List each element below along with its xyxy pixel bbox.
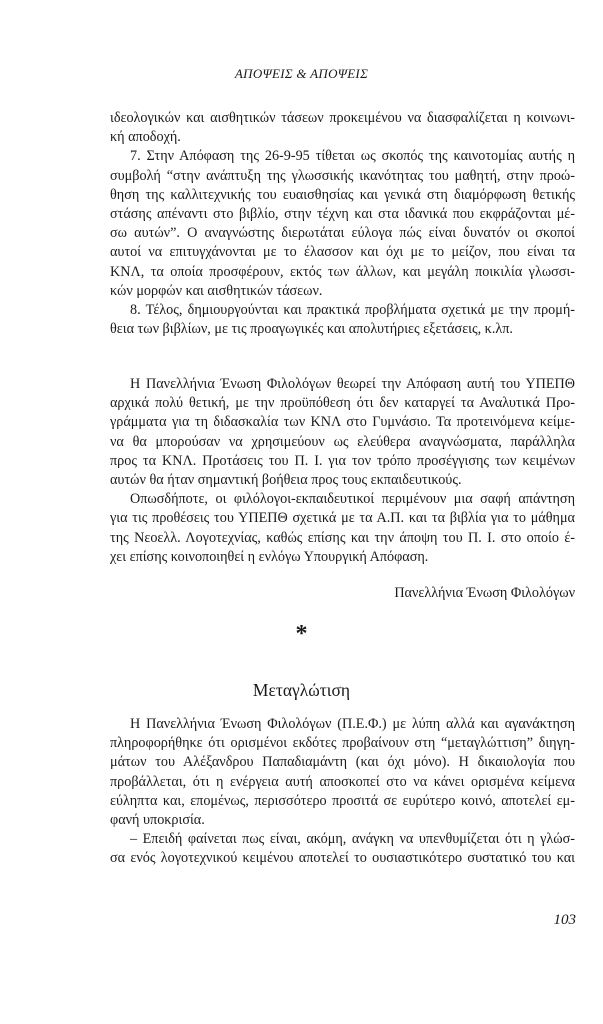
text-line: ιδεολογικών και αισθητικών τάσεων προκειμένου να διασφαλίζεται η κοινωνι- bbox=[110, 110, 575, 126]
text-line: προς τα ΚΝΛ. Προτάσεις του Π. Ι. για τον τρόπο προσέγγισης των κειμένων bbox=[110, 452, 575, 469]
text-line: προβάλλεται, ότι η ενέργεια αυτή αποσκοπεί στο να κάνει ορισμένα κείμενα bbox=[110, 773, 575, 790]
signature: Πανελλήνια Ένωση Φιλολόγων bbox=[394, 585, 575, 601]
text-line: αυτοί να επιτυγχάνονται με το έλασσον και όχι με το μείζον, που είναι τα bbox=[110, 244, 575, 261]
paragraph-block-2 bbox=[110, 375, 575, 567]
text-line: σω αυτών”. Ο αναγνώστης διερωτάται εύλογα πώς είναι δυνατόν οι σκοποί bbox=[110, 225, 575, 242]
paragraph-block-1 bbox=[110, 109, 575, 339]
text-line: Η Πανελλήνια Ένωση Φιλολόγων (Π.Ε.Φ.) με λύπη αλλά και αγανάκτηση bbox=[130, 716, 575, 732]
text-line: να θα μπορούσαν να χρησιμεύουν ως ελεύθερα αναγνώσματα, παράλληλα bbox=[110, 433, 575, 450]
text-line: θεια των βιβλίων, με τις προαγωγικές και απολυτήριες εξετάσεις, κ.λπ. bbox=[110, 321, 513, 338]
text-line: γράμματα για τη διδασκαλία των ΚΝΛ στο Γυμνάσιο. Τα προτεινόμενα κείμε- bbox=[110, 414, 575, 431]
running-head: ΑΠΟΨΕΙΣ & ΑΠΟΨΕΙΣ bbox=[234, 66, 369, 81]
text-line: μάτων του Αλέξανδρου Παπαδιαμάντη (και όχι μόνο). Η δικαιολογία που bbox=[110, 754, 575, 771]
text-line: φανή υποκρισία. bbox=[110, 811, 205, 828]
text-line: για τις προθέσεις του ΥΠΕΠΘ σχετικά με τα Α.Π. και τα βιβλία για το μάθημα bbox=[110, 510, 575, 527]
text-line: της Νεοελλ. Λογοτεχνίας, καθώς επίσης και την άποψη του Π. Ι. στο οποίο έ- bbox=[110, 529, 575, 546]
text-line: στάσης απέναντι στο βιβλίο, στην τέχνη και στα ιδανικά που εκφράζονται μέ- bbox=[110, 205, 575, 222]
text-line: αρχικά πολύ θετική, με την προϋπόθεση ότι δεν καταργεί τα Αναλυτικά Προ- bbox=[110, 395, 575, 412]
text-line: σα ενός λογοτεχνικού κειμένου αποτελεί το ουσιαστικότερο συστατικό του και bbox=[110, 850, 575, 867]
text-line: 8. Τέλος, δημιουργούνται και πρακτικά προβλήματα σχετικά με την προμή- bbox=[130, 301, 575, 318]
paragraph-block-3 bbox=[110, 715, 575, 869]
text-line: 7. Στην Απόφαση της 26-9-95 τίθεται ως σκοπός της καινοτομίας αυτής η bbox=[130, 148, 575, 165]
text-line: πληροφορήθηκε ότι ορισμένοι εκδότες προβαίνουν στη “μεταγλώττιση” διηγη- bbox=[110, 735, 575, 752]
text-line: ΚΝΛ, τα οποία προσφέρουν, εκτός των άλλων, και μεγάλη ποικιλία γλωσσι- bbox=[110, 263, 575, 280]
text-line: χει επίσης κοινοποιηθεί η ενλόγω Υπουργική Απόφαση. bbox=[110, 548, 429, 565]
text-line: κών μορφών και αισθητικών τάσεων. bbox=[110, 282, 323, 299]
page-number: 103 bbox=[553, 912, 576, 928]
text-line: αυτών θα ήταν σημαντική βοήθεια προς τους εκπαιδευτικούς. bbox=[110, 471, 462, 488]
text-line: Η Πανελλήνια Ένωση Φιλολόγων θεωρεί την Απόφαση αυτή του ΥΠΕΠΘ bbox=[130, 376, 575, 392]
text-line: κή αποδοχή. bbox=[110, 129, 181, 146]
text-line: Οπωσδήποτε, οι φιλόλογοι-εκπαιδευτικοί περιμένουν μια σαφή απάντηση bbox=[130, 491, 575, 508]
section-title: Μεταγλώτιση bbox=[252, 680, 351, 700]
text-line: – Επειδή φαίνεται πως είναι, ακόμη, ανάγκη να υπενθυμίζεται ότι η γλώσ- bbox=[130, 831, 575, 848]
section-separator: * bbox=[295, 621, 308, 647]
text-line: εύληπτα και, επομένως, περισσότερο προσιτά σε ευρύτερο κοινό, αποτελεί εμ- bbox=[110, 792, 575, 809]
text-line: συμβολή “στην ανάπτυξη της γλωσσικής ικανότητας του μαθητή, στην προώ- bbox=[110, 167, 575, 184]
text-line: θηση της καλλιτεχνικής του ευαισθησίας και γενικά στη διαμόρφωση θετικής bbox=[110, 186, 575, 203]
